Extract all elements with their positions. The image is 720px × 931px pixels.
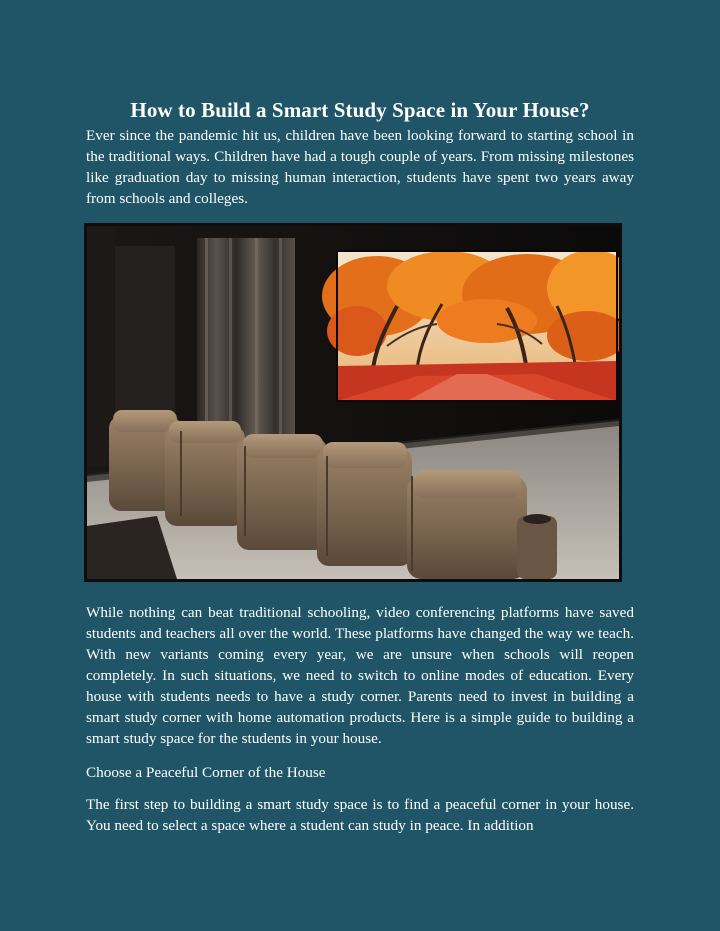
body-paragraph: While nothing can beat traditional schooling, video conferencing platforms have saved students and teachers all over the world. These platforms have changed the way we teach. With new variants coming every year, we are unsure when schools will reopen completely. In such situations, we need to switch to online modes of education. Every house with students needs to have a study corner. Parents need to invest in building a smart study corner with home automation products. Here is a simple guide to building a smart study space for the students in your house. [86, 604, 634, 747]
home-theater-photo [84, 223, 622, 582]
intro-paragraph: Ever since the pandemic hit us, children have been looking forward to starting school in the traditional ways. Children have had a tough couple of years. From missing milestones like graduation day to missing human interaction, students have spent two years away from schools and colleges. [86, 127, 634, 207]
section-paragraph: The first step to building a smart study space is to find a peaceful corner in your house. You need to select a space where a student can study in peace. In addition [86, 796, 634, 834]
section-heading: Choose a Peaceful Corner of the House [86, 764, 326, 781]
article-title: How to Build a Smart Study Space in Your House? [130, 98, 590, 123]
